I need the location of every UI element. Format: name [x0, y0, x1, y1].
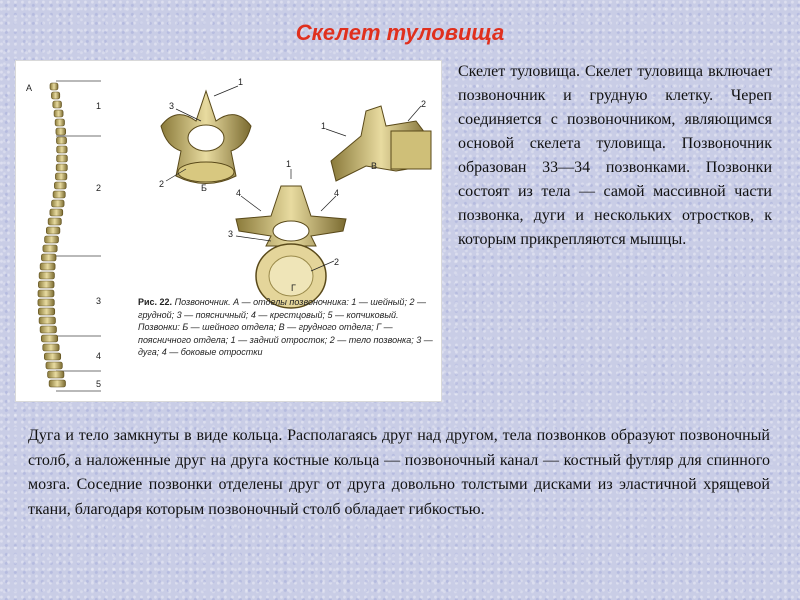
vertebra-shape — [40, 263, 55, 270]
vertebra-shape — [38, 299, 54, 306]
vertebra-shape — [45, 236, 59, 243]
vertebra-shape — [46, 227, 60, 234]
vertebra-shape — [54, 110, 63, 117]
label-b: Б — [201, 183, 207, 193]
vertebra-shape — [41, 335, 57, 342]
vertebra-shape — [41, 254, 56, 261]
vertebra-shape — [52, 200, 65, 207]
spine-figure — [15, 60, 442, 402]
vertebra-shape — [55, 173, 66, 180]
slide-title: Скелет туловища — [295, 20, 505, 45]
vertebra-shape — [46, 362, 62, 369]
vertebra-shape — [53, 101, 62, 108]
vertebra-shape — [49, 380, 65, 387]
vertebra-shape — [55, 119, 64, 126]
vertebra-shape — [54, 182, 66, 189]
label-g-4b: 4 — [334, 188, 340, 198]
vertebra-shape — [38, 281, 54, 288]
caption-fig-number: Рис. 22. — [138, 297, 173, 307]
vertebra-shape — [39, 272, 54, 279]
figure-caption — [138, 296, 433, 359]
bottom-paragraph: Дуга и тело замкнуты в виде кольца. Располагаясь друг над другом, тела позвонков образуют позвоночный столб, а наложенные друг на друга костные кольца — позвоночный канал — костный футляр для спинного мозга. Соседние позвонки отделены друг от друга довольно толстыми дисками из эластичной хрящевой ткани, благодаря которым позвоночный столб обладает гибкостью. — [28, 427, 770, 518]
vertebra-shape — [48, 218, 61, 225]
vertebra-shape — [43, 245, 57, 252]
thoracic-vertebra — [331, 106, 431, 181]
vertebra-shape — [50, 83, 58, 90]
vertebra-shape — [39, 317, 55, 324]
label-g-2: 2 — [334, 257, 340, 267]
vertebra-shape — [57, 155, 68, 162]
vertebra-shape — [48, 371, 64, 378]
label-g-4a: 4 — [236, 188, 242, 198]
caption-text: Позвоночник. А — отделы позвоночника: 1 — шейный; 2 — грудной; 3 — поясничный; 4 — крестцовый; 5 — копчиковый. Позвонки: Б — шейного отдела; В — грудного отдела; Г — поясничного отдела; 1 — задний отросток; 2 — тело позвонка; 3 — дуга; 4 — боковые отростки — [138, 297, 433, 357]
cervical-vertebra — [161, 91, 251, 184]
vertebra-shape — [51, 92, 59, 99]
vertebra-shape — [43, 344, 59, 351]
spine-column — [38, 83, 67, 387]
vertebra-shape — [53, 191, 65, 198]
label-v-1: 1 — [321, 121, 327, 131]
label-v: В — [371, 161, 378, 171]
vertebra-shape — [56, 137, 66, 144]
label-section-4: 4 — [96, 351, 102, 361]
vertebra-shape — [38, 308, 54, 315]
vertebra-shape — [56, 128, 66, 135]
label-g-3: 3 — [228, 229, 234, 239]
vertebra-shape — [40, 326, 56, 333]
vertebra-shape — [57, 146, 67, 153]
vertebra-shape — [50, 209, 63, 216]
label-b-3: 3 — [169, 101, 175, 111]
label-section-5: 5 — [96, 379, 102, 389]
side-paragraph: Скелет туловища. Скелет туловища включает позвоночник и грудную клетку. Череп соединяется с позвоночником, являющимся основой скелета туловища. Позвоночник образован 33—34 позвонками. Позвонки состоят из тела — самой массивной части позвонка, дуги и нескольких отростков, к которым прикрепляются мышцы. — [458, 63, 772, 248]
vertebra-shape — [56, 164, 67, 171]
vertebra-shape — [44, 353, 60, 360]
label-a: А — [26, 83, 33, 93]
vertebra-shape — [38, 290, 54, 297]
label-section-1: 1 — [96, 101, 102, 111]
label-v-2: 2 — [421, 99, 427, 109]
label-g-1: 1 — [286, 159, 292, 169]
label-section-3: 3 — [96, 296, 102, 306]
label-section-2: 2 — [96, 183, 102, 193]
label-g: Г — [291, 283, 296, 293]
section-lines — [56, 81, 101, 391]
label-b-1: 1 — [238, 77, 244, 87]
label-b-2: 2 — [159, 179, 165, 189]
